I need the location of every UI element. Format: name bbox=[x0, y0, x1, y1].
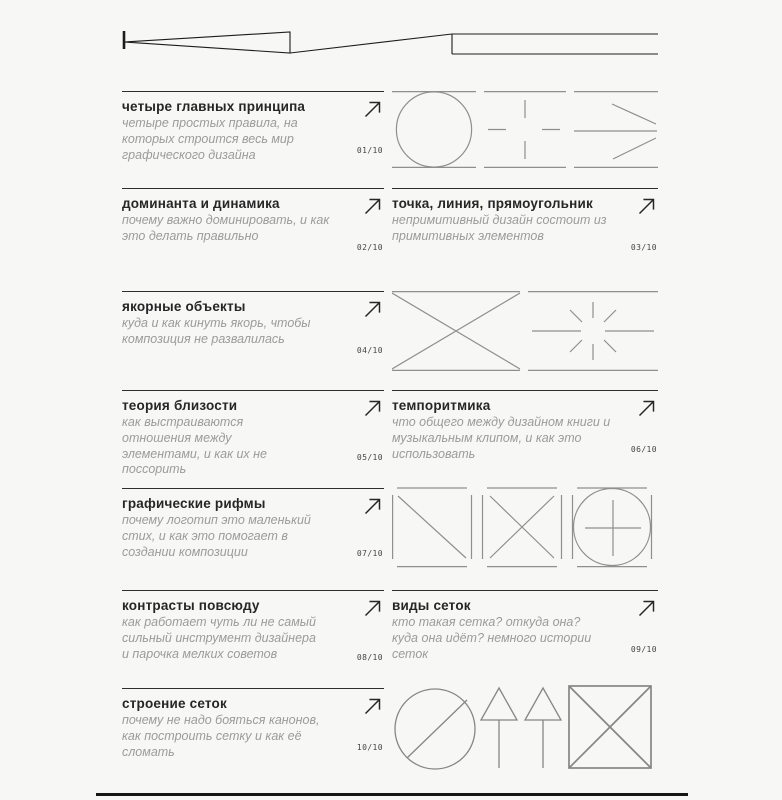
lesson-number: 02/10 bbox=[356, 243, 383, 252]
lesson-title: виды сеток bbox=[392, 598, 471, 613]
lesson-number: 07/10 bbox=[356, 549, 383, 558]
lesson-card-05[interactable] bbox=[122, 390, 384, 483]
arrow-up-right-icon[interactable] bbox=[362, 398, 383, 419]
lesson-title: строение сеток bbox=[122, 696, 227, 711]
lesson-title: четыре главных принципа bbox=[122, 99, 306, 114]
lesson-title: доминанта и динамика bbox=[122, 196, 280, 211]
lesson-title: теория близости bbox=[122, 398, 238, 413]
lesson-card-03[interactable] bbox=[392, 188, 658, 281]
lesson-number: 08/10 bbox=[356, 653, 383, 662]
arrow-up-right-icon[interactable] bbox=[362, 696, 383, 717]
illustration-xcross-starburst bbox=[392, 291, 658, 371]
lesson-number: 06/10 bbox=[630, 445, 657, 454]
lesson-number: 04/10 bbox=[356, 346, 383, 355]
lesson-description: почему важно доминировать, и как это делать правильно bbox=[122, 213, 330, 243]
lesson-card-01[interactable] bbox=[122, 91, 384, 184]
tapering-ribbon-line-icon bbox=[122, 26, 658, 60]
lesson-number: 10/10 bbox=[356, 743, 383, 752]
arrow-up-right-icon[interactable] bbox=[362, 496, 383, 517]
lesson-description: что общего между дизайном книги и музыкальным клипом, и как это использовать bbox=[392, 415, 611, 461]
lesson-description: как работает чуть ли не самый сильный инструмент дизайнера и парочка мелких советов bbox=[122, 615, 316, 661]
lesson-description: четыре простых правила, на которых строится весь мир графического дизайна bbox=[122, 116, 298, 162]
arrow-up-right-icon[interactable] bbox=[636, 598, 657, 619]
lesson-card-09[interactable] bbox=[392, 590, 658, 683]
footer-divider bbox=[96, 793, 688, 796]
lesson-number: 09/10 bbox=[630, 645, 657, 654]
lesson-card-08[interactable] bbox=[122, 590, 384, 683]
lesson-title: точка, линия, прямоугольник bbox=[392, 196, 593, 211]
lesson-card-10[interactable] bbox=[122, 688, 384, 781]
arrow-up-right-icon[interactable] bbox=[362, 99, 383, 120]
lesson-title: графические рифмы bbox=[122, 496, 266, 511]
lesson-card-04[interactable] bbox=[122, 291, 384, 384]
lesson-description: почему логотип это маленький стих, и как это помогает в создании композиции bbox=[122, 513, 311, 559]
lesson-number: 01/10 bbox=[356, 146, 383, 155]
lesson-card-02[interactable] bbox=[122, 188, 384, 281]
lesson-number: 03/10 bbox=[630, 243, 657, 252]
lesson-title: темпоритмика bbox=[392, 398, 491, 413]
lesson-description: непримитивный дизайн состоит из примитивных элементов bbox=[392, 213, 607, 243]
lesson-title: якорные объекты bbox=[122, 299, 246, 314]
illustration-framed-diagonal-x-circleplus bbox=[392, 487, 658, 568]
lesson-description: куда и как кинуть якорь, чтобы композиция не развалилась bbox=[122, 316, 311, 346]
lesson-card-06[interactable] bbox=[392, 390, 658, 483]
lesson-title: контрасты повсюду bbox=[122, 598, 260, 613]
lesson-description: кто такая сетка? откуда она? куда она идёт? немного истории сеток bbox=[392, 615, 592, 661]
arrow-up-right-icon[interactable] bbox=[636, 196, 657, 217]
lesson-description: почему не надо бояться канонов, как построить сетку и как её сломать bbox=[122, 713, 320, 759]
lesson-card-07[interactable] bbox=[122, 488, 384, 581]
illustration-circleslash-arrows-squarex bbox=[392, 684, 658, 770]
arrow-up-right-icon[interactable] bbox=[362, 299, 383, 320]
illustration-circle-plus-arrow bbox=[392, 91, 658, 168]
arrow-up-right-icon[interactable] bbox=[362, 598, 383, 619]
arrow-up-right-icon[interactable] bbox=[636, 398, 657, 419]
lesson-description: как выстраиваются отношения между элементами, и как их не поссорить bbox=[122, 415, 267, 477]
lesson-number: 05/10 bbox=[356, 453, 383, 462]
arrow-up-right-icon[interactable] bbox=[362, 196, 383, 217]
